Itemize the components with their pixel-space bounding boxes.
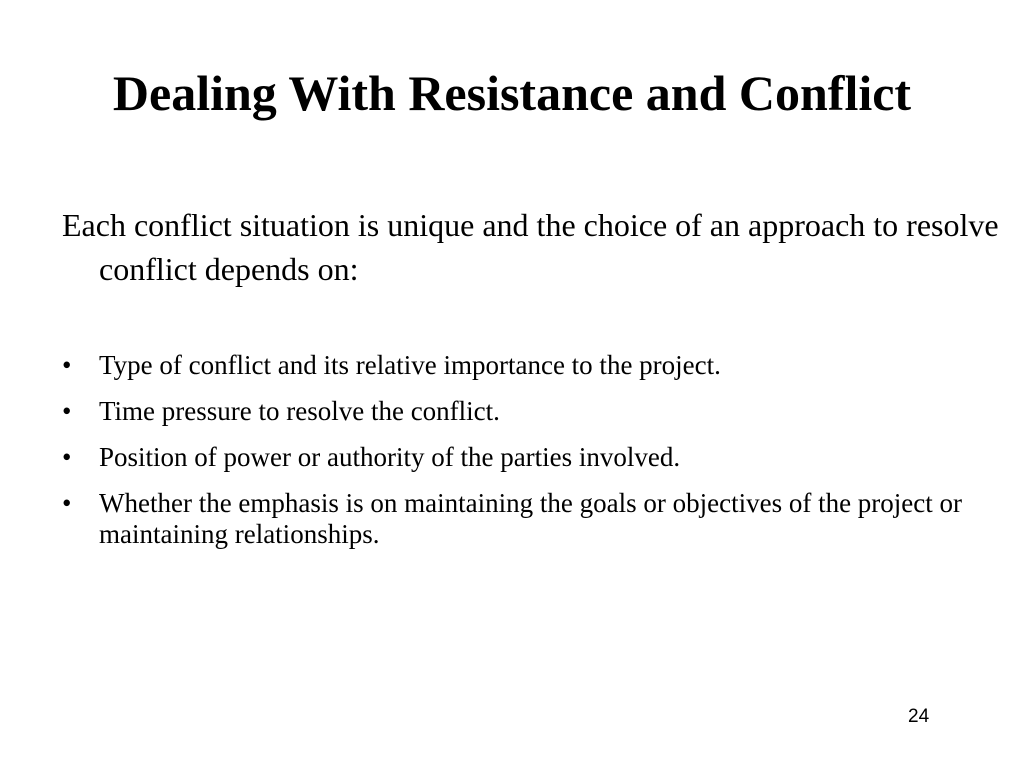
bullet-list (62, 350, 962, 565)
bullet-icon: • (62, 396, 72, 426)
bullet-item (62, 442, 962, 473)
bullet-text: Time pressure to resolve the conflict. (99, 396, 500, 426)
bullet-item (62, 396, 962, 427)
bullet-item (62, 488, 962, 550)
bullet-text: Position of power or authority of the parties involved. (99, 442, 681, 472)
bullet-item (62, 350, 962, 381)
bullet-text: Type of conflict and its relative importance to the project. (99, 350, 721, 380)
slide-title: Dealing With Resistance and Conflict (112, 65, 912, 121)
page-number: 24 (908, 706, 930, 727)
bullet-icon: • (62, 488, 72, 518)
bullet-icon: • (62, 350, 72, 380)
bullet-text: Whether the emphasis is on maintaining the goals or objectives of the project or maintaining relationships. (99, 488, 963, 549)
intro-paragraph: Each conflict situation is unique and the choice of an approach to resolve conflict depends on: (62, 207, 999, 287)
bullet-icon: • (62, 442, 72, 472)
